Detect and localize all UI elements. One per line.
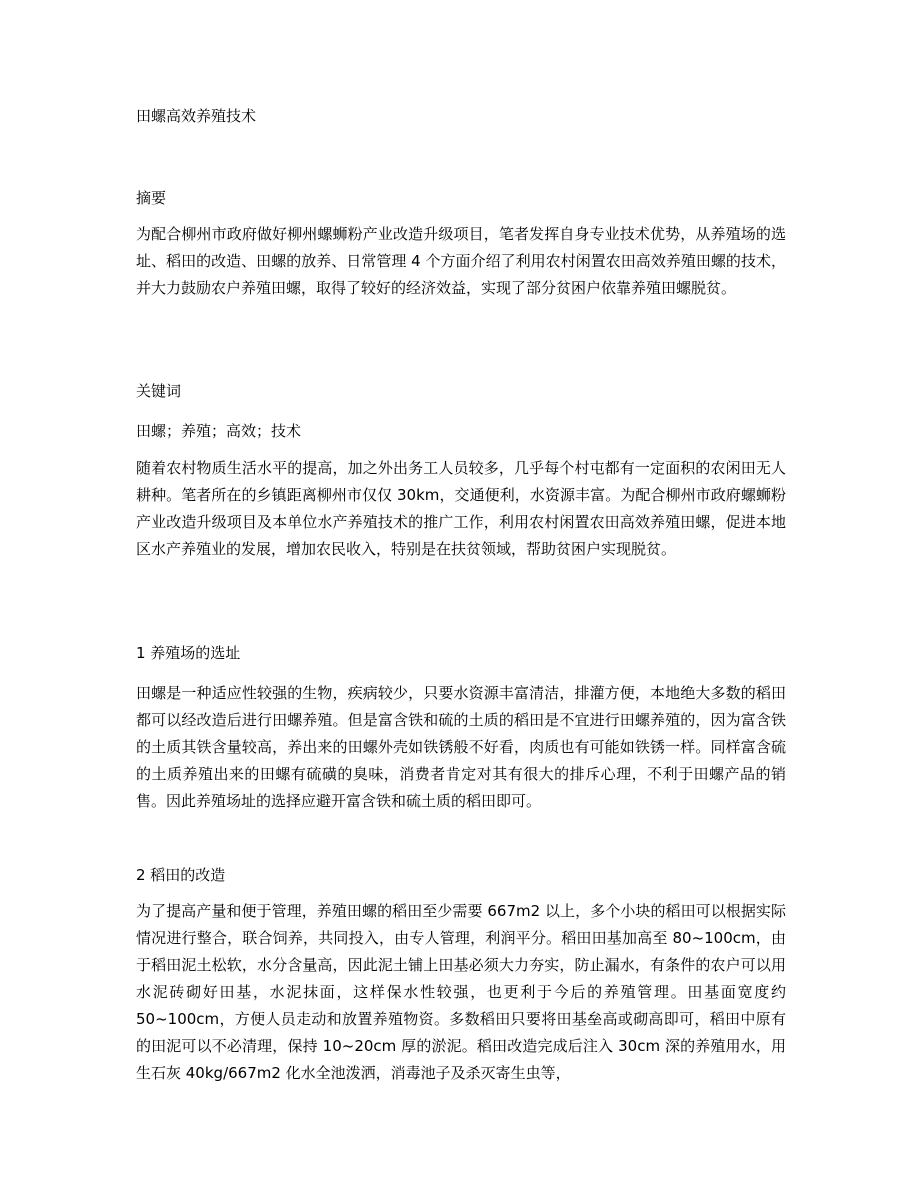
keywords-paragraph: 田螺；养殖；高效；技术: [136, 422, 302, 440]
keywords-heading: 关键词: [136, 382, 182, 400]
abstract-heading: 摘要: [136, 189, 167, 207]
section2-heading: 2 稻田的改造: [136, 866, 226, 884]
section1-heading: 1 养殖场的选址: [136, 644, 241, 662]
document-title: 田螺高效养殖技术: [136, 107, 257, 125]
intro-paragraph: 随着农村物质生活水平的提高，加之外出务工人员较多，几乎每个村屯都有一定面积的农闲田无人耕种。笔者所在的乡镇距离柳州市仅仅 30km，交通便利，水资源丰富。为配合柳州市政府螺蛳粉产业改造升级项目及本单位水产养殖技术的推广工作，利用农村闲置农田高效养殖田螺，促进本地区水产养殖业的发展，增加农民收入，特别是在扶贫领域，帮助贫困户实现脱贫。: [136, 459, 786, 558]
section1-paragraph: 田螺是一种适应性较强的生物，疾病较少，只要水资源丰富清洁，排灌方便，本地绝大多数的稻田都可以经改造后进行田螺养殖。但是富含铁和硫的土质的稻田是不宜进行田螺养殖的，因为富含铁的土质其铁含量较高，养出来的田螺外壳如铁锈般不好看，肉质也有可能如铁锈一样。同样富含硫的土质养殖出来的田螺有硫磺的臭味，消费者肯定对其有很大的排斥心理，不利于田螺产品的销售。因此养殖场址的选择应避开富含铁和硫土质的稻田即可。: [136, 684, 786, 810]
section2-paragraph: 为了提高产量和便于管理，养殖田螺的稻田至少需要 667m2 以上，多个小块的稻田可以根据实际情况进行整合，联合饲养，共同投入，由专人管理，利润平分。稻田田基加高至 80~100cm，由于稻田泥土松软，水分含量高，因此泥土铺上田基必须大力夯实，防止漏水，有条件的农户可以用水泥砖砌好田基，水泥抹面，这样保水性较强，也更利于今后的养殖管理。田基面宽度约 50~100cm，方便人员走动和放置养殖物资。多数稻田只要将田基垒高或砌高即可，稻田中原有的田泥可以不必清理，保持 10~20cm 厚的淤泥。稻田改造完成后注入 30cm 深的养殖用水，用生石灰 40kg/667m2 化水全池泼洒，消毒池子及杀灭寄生虫等，: [136, 902, 786, 1082]
abstract-paragraph: 为配合柳州市政府做好柳州螺蛳粉产业改造升级项目，笔者发挥自身专业技术优势，从养殖场的选址、稻田的改造、田螺的放养、日常管理 4 个方面介绍了利用农村闲置农田高效养殖田螺的技术，并大力鼓励农户养殖田螺，取得了较好的经济效益，实现了部分贫困户依靠养殖田螺脱贫。: [136, 225, 786, 297]
